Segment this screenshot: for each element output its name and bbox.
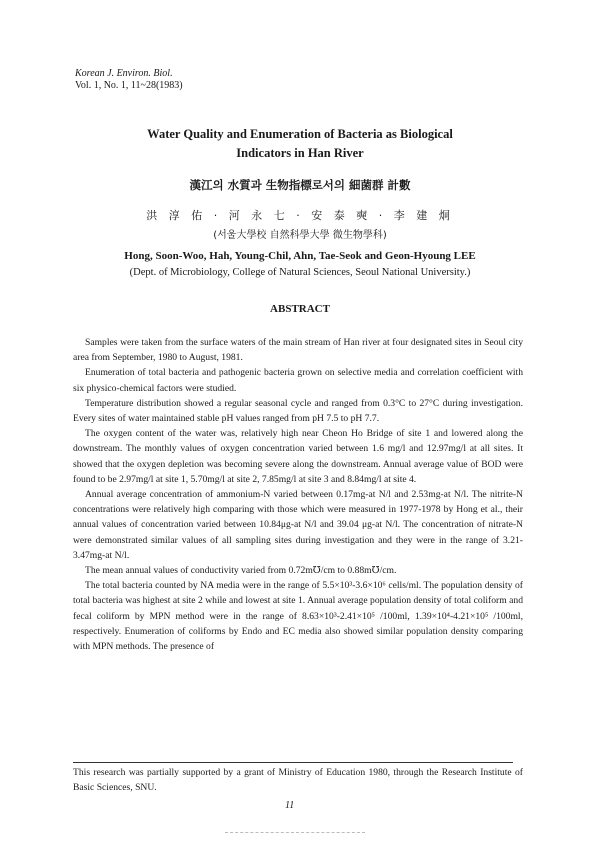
korean-affiliation: (서울大學校 自然科學大學 微生物學科) [213, 230, 387, 241]
abstract-paragraph: Enumeration of total bacteria and pathogenic bacteria grown on selective media and correlation coefficient with six physico-chemical factors were studied. [73, 367, 523, 394]
paper-title [40, 125, 560, 163]
abstract-heading: ABSTRACT [270, 303, 330, 315]
korean-title: 漢江의 水質과 生物指標로서의 細菌群 計數 [189, 178, 411, 192]
footnote: This research was partially supported by a grant of Ministry of Education 1980, through the Research Institute of Basic Sciences, SNU. [73, 767, 523, 793]
journal-volume: Vol. 1, No. 1, 11~28(1983) [75, 80, 183, 91]
affiliation: (Dept. of Microbiology, College of Natural Sciences, Seoul National University.) [129, 267, 471, 278]
journal-name: Korean J. Environ. Biol. [75, 68, 173, 79]
scan-artifact [225, 832, 365, 835]
paper-title-line-2: Indicators in Han River [236, 146, 364, 160]
abstract-paragraph: The total bacteria counted by NA media were in the range of 5.5×10³-3.6×10⁶ cells/ml. The population density of total bacteria was highest at site 2 while and lowest at site 1. Annual average population density of total coliform and fecal coliform by MPN method were in the range of 8.63×10³-2.41×10⁵ /100ml, 1.39×10⁴-4.21×10⁵ /100ml, respectively. Enumeration of coliforms by Endo and EC media also showed similar population density comparing with MPN methods. The presence of [73, 580, 523, 653]
paper-title-line-1: Water Quality and Enumeration of Bacteria as Biological [147, 127, 453, 141]
korean-authors: 洪 淳 佑 · 河 永 七 · 安 泰 奭 · 李 建 炯 [146, 209, 454, 222]
page-number: 11 [285, 800, 295, 811]
abstract-paragraph: Temperature distribution showed a regular seasonal cycle and ranged from 0.3°C to 27°C during investigation. Every sites of water maintained stable pH values ranged from pH 7.5 to pH 7.7. [73, 397, 523, 425]
journal-citation [75, 68, 183, 92]
abstract-paragraph: Annual average concentration of ammonium-N varied between 0.17mg-at N/l and 2.53mg-at N/l. The nitrite-N concentrations were relatively high comparing with those which were measured in 1977-1978 by Hong et al., their annual values of concentration varied between 10.84μg-at N/l and 39.04 μg-at N/l. The concentration of nitrate-N were demonstrated similar values of all sampling sites during investigation and they were in the range of 3.21-3.47mg-at N/l. [73, 489, 523, 561]
abstract-body [73, 335, 523, 654]
abstract-paragraph: The mean annual values of conductivity varied from 0.72m℧/cm to 0.88m℧/cm. [85, 565, 397, 577]
abstract-paragraph: The oxygen content of the water was, relatively high near Cheon Ho Bridge of site 1 and lowered along the downstream. The monthly values of oxygen concentration varied between 1.6 mg/l and 12.97mg/l at all sites. It showed that the oxygen depletion was becoming severe along the downstream. Annual average value of BOD were found to be 2.97mg/l at site 1, 5.70mg/l at site 2, 7.85mg/l at site 3 and 8.84mg/l at site 4. [73, 428, 523, 485]
author-list: Hong, Soon-Woo, Hah, Young-Chil, Ahn, Tae-Seok and Geon-Hyoung LEE [124, 250, 476, 262]
footnote-divider [73, 762, 513, 763]
abstract-paragraph: Samples were taken from the surface waters of the main stream of Han river at four designated sites in Seoul city area from September, 1980 to August, 1981. [73, 337, 523, 364]
